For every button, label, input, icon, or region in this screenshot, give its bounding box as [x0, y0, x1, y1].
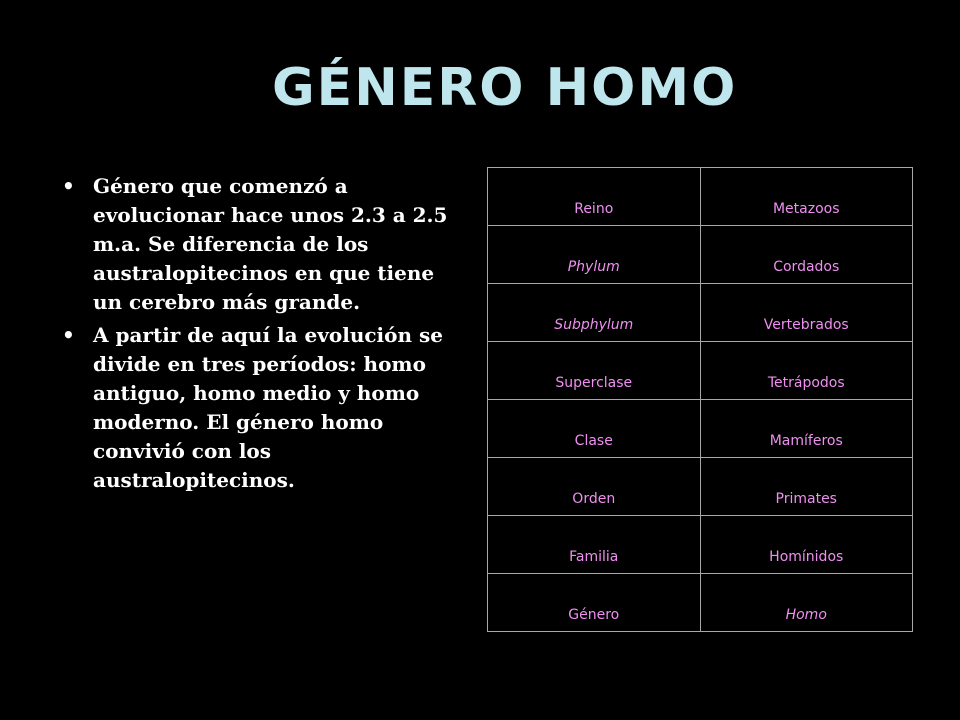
taxonomy-rank-cell: Familia: [488, 516, 701, 574]
taxonomy-rank-cell: Superclase: [488, 342, 701, 400]
slide-title: GÉNERO HOMO: [272, 58, 738, 118]
taxonomy-rank-cell: Reino: [488, 168, 701, 226]
taxonomy-value-cell: Primates: [700, 458, 913, 516]
table-row: [488, 574, 913, 632]
bullet-item: [60, 321, 462, 495]
bullet-dot-icon: •: [62, 174, 75, 198]
taxonomy-rank-cell: Clase: [488, 400, 701, 458]
taxonomy-value-cell: Homínidos: [700, 516, 913, 574]
bullet-list: [60, 172, 462, 499]
bullet-text: A partir de aquí la evolución se divide en tres períodos: homo antiguo, homo medio y homo moderno. El género homo convivió con los australopitecinos.: [93, 323, 443, 492]
table-row: [488, 342, 913, 400]
taxonomy-value-cell: Homo: [700, 574, 913, 632]
table-row: [488, 458, 913, 516]
taxonomy-table: [487, 167, 913, 632]
taxonomy-value-cell: Mamíferos: [700, 400, 913, 458]
bullet-dot-icon: •: [62, 323, 75, 347]
taxonomy-value-cell: Vertebrados: [700, 284, 913, 342]
table-row: [488, 226, 913, 284]
taxonomy-rank-cell: Género: [488, 574, 701, 632]
table-row: [488, 168, 913, 226]
bullet-item: [60, 172, 462, 317]
table-row: [488, 400, 913, 458]
bullet-text: Género que comenzó a evolucionar hace unos 2.3 a 2.5 m.a. Se diferencia de los australopitecinos en que tiene un cerebro más grande.: [93, 174, 448, 314]
table-row: [488, 284, 913, 342]
taxonomy-value-cell: Tetrápodos: [700, 342, 913, 400]
taxonomy-value-cell: Metazoos: [700, 168, 913, 226]
taxonomy-value-cell: Cordados: [700, 226, 913, 284]
taxonomy-rank-cell: Phylum: [488, 226, 701, 284]
taxonomy-rank-cell: Orden: [488, 458, 701, 516]
table-row: [488, 516, 913, 574]
taxonomy-rank-cell: Subphylum: [488, 284, 701, 342]
